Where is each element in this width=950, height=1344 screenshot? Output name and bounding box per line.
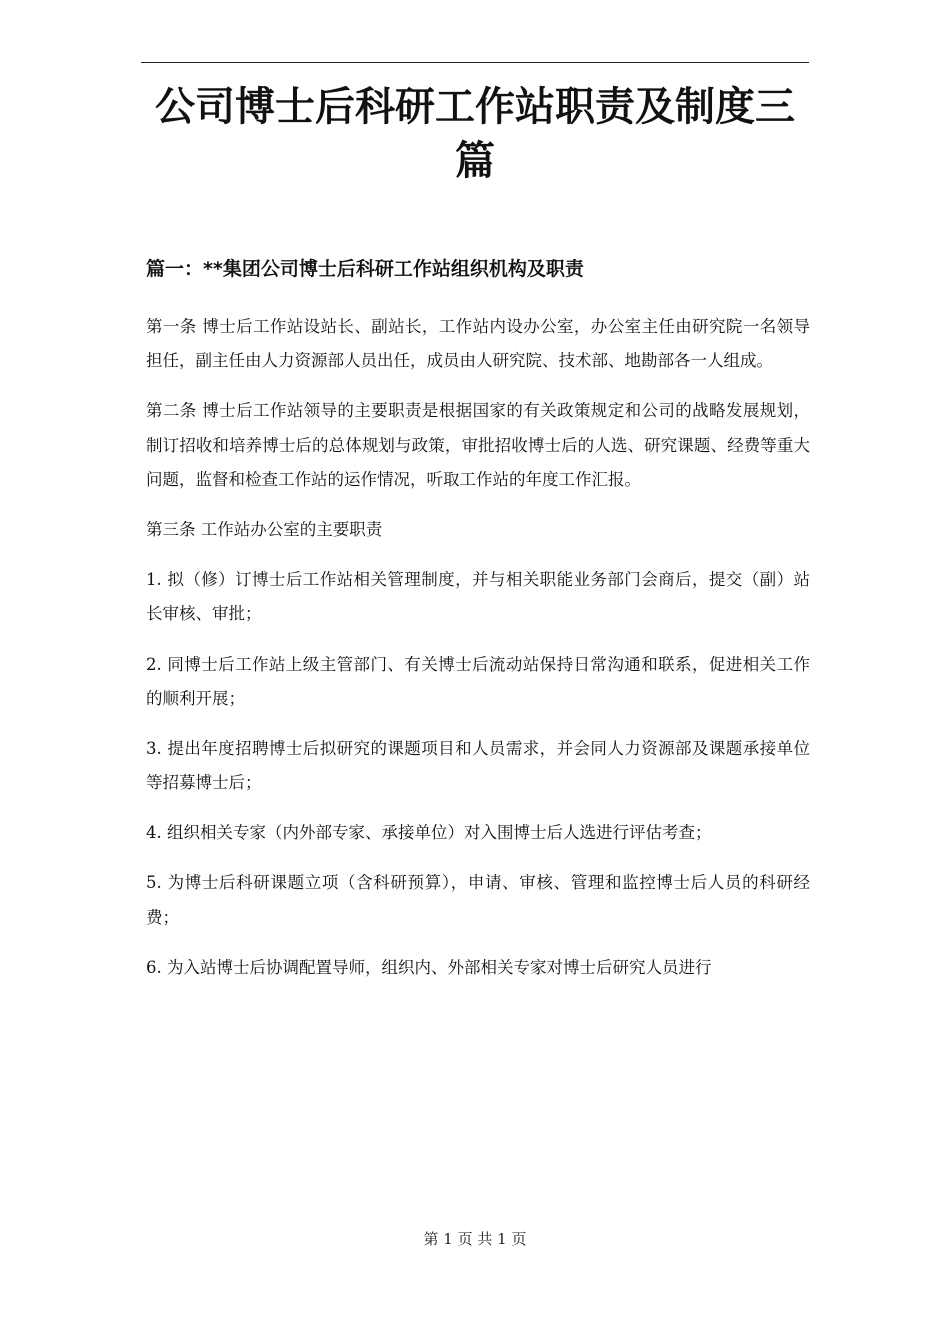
document-body	[146, 310, 810, 985]
paragraph-article-3: 第三条 工作站办公室的主要职责	[146, 520, 383, 540]
list-item-2: 2. 同博士后工作站上级主管部门、有关博士后流动站保持日常沟通和联系，促进相关工作的顺利开展；	[146, 654, 810, 708]
document-title: 公司博士后科研工作站职责及制度三篇	[155, 84, 795, 184]
list-item-3: 3. 提出年度招聘博士后拟研究的课题项目和人员需求，并会同人力资源部及课题承接单位等招募博士后；	[146, 738, 810, 793]
list-item-6: 6. 为入站博士后协调配置导师，组织内、外部相关专家对博士后研究人员进行	[146, 957, 712, 977]
list-item-4: 4. 组织相关专家（内外部专家、承接单位）对入围博士后人选进行评估考查；	[146, 823, 712, 843]
paragraph-article-2: 第二条 博士后工作站领导的主要职责是根据国家的有关政策规定和公司的战略发展规划，制订招收和培养博士后的总体规划与政策，审批招收博士后的人选、研究课题、经费等重大问题，监督和检查工作站的运作情况，听取工作站的年度工作汇报。	[146, 401, 810, 489]
section-heading: 篇一：**集团公司博士后科研工作站组织机构及职责	[146, 258, 584, 280]
paragraph-article-1: 第一条 博士后工作站设站长、副站长，工作站内设办公室，办公室主任由研究院一名领导担任，副主任由人力资源部人员出任，成员由人研究院、技术部、地勘部各一人组成。	[146, 317, 810, 371]
header-rule	[141, 62, 809, 63]
page-footer: 第 1 页 共 1 页	[423, 1230, 527, 1248]
list-item-5: 5. 为博士后科研课题立项（含科研预算），申请、审核、管理和监控博士后人员的科研经费；	[146, 873, 810, 927]
list-item-1: 1. 拟（修）订博士后工作站相关管理制度，并与相关职能业务部门会商后，提交（副）站长审核、审批；	[146, 570, 810, 624]
